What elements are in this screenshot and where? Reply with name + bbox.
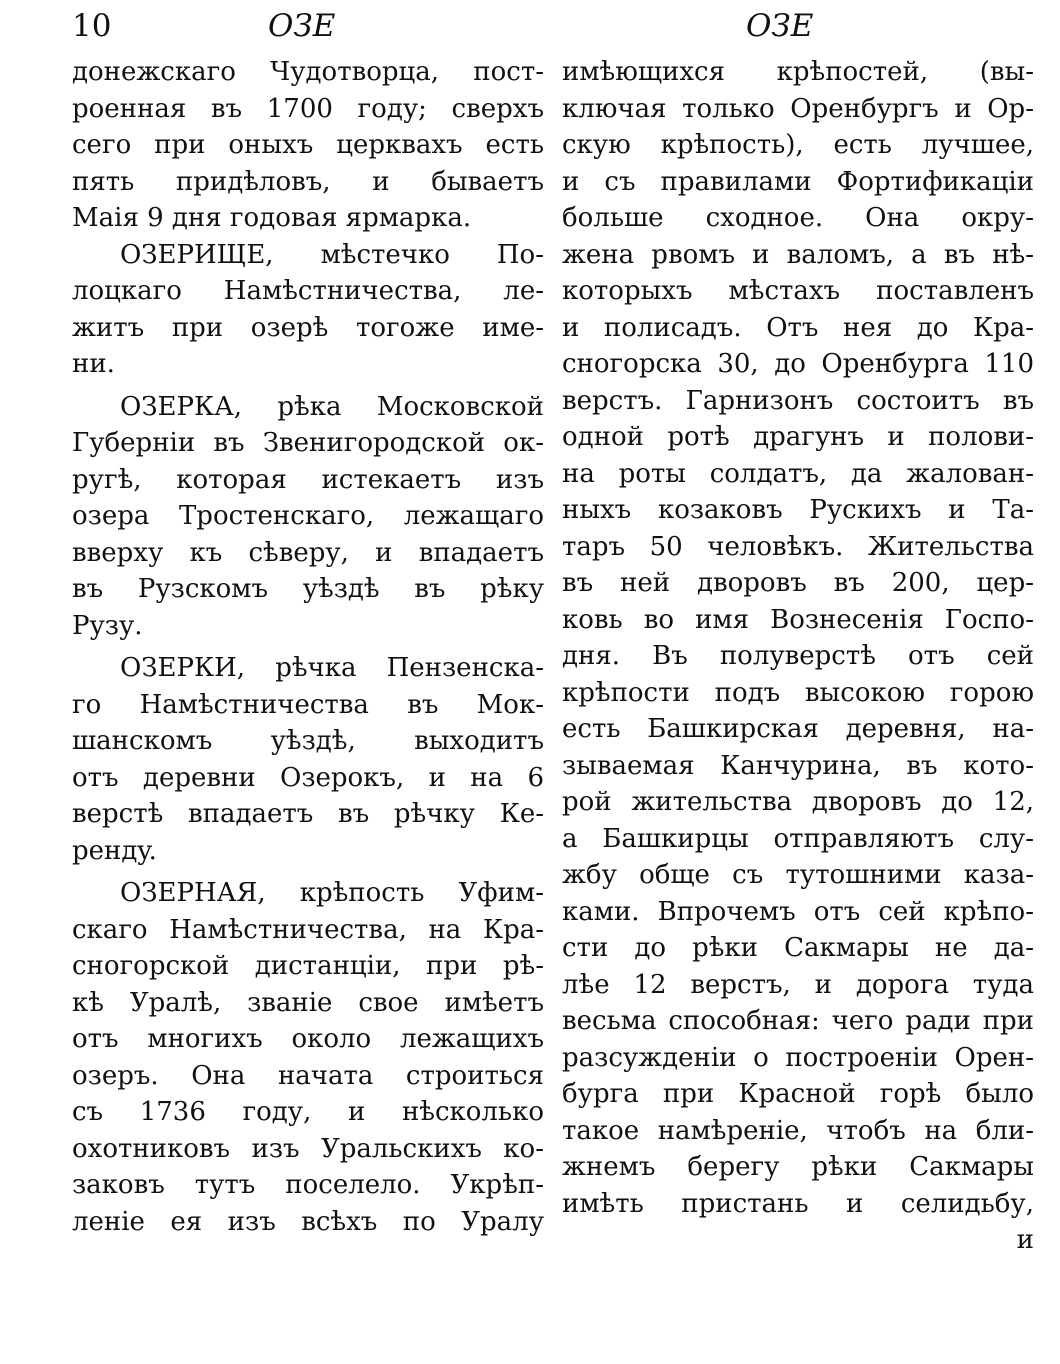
text-line: озеръ. Она начата строиться [72,1060,544,1091]
page-header [0,6,1060,50]
text-line: верстъ. Гарнизонъ состоитъ въ [562,385,1034,416]
page-number: 10 [72,8,112,44]
running-head-right: ОЗЕ [746,8,814,44]
entry-heading-line: ОЗЕРНАЯ, крѣпость Уфим- [120,878,544,908]
entry-heading-line: ОЗЕРИЩЕ, мѣстечко По- [120,239,544,270]
text-line: жбу обще съ тутошними каза- [562,860,1034,890]
text-line: житъ при озерѣ тогожe име- [72,312,544,343]
text-line: леніе ея изъ всѣхъ по Уралу [72,1206,544,1237]
text-line: рендy. [72,835,157,866]
text-line: жнемъ берегу рѣки Сакмары [562,1152,1034,1182]
text-line: въ Рузскомъ уѣздѣ въ рѣку [72,574,544,604]
text-line: дня. Въ полуверстѣ отъ сей [562,641,1034,671]
text-line: лоцкаго Намѣстничества, ле- [72,276,544,306]
text-line: въ ней дворовъ въ 200, цер- [562,568,1034,598]
text-line: скую крѣпость), есть лучшее, [562,130,1034,160]
text-line: такое намѣреніе, чтобъ на бли- [562,1115,1034,1146]
text-line: крѣпости подъ высокою горою [562,677,1034,708]
text-line: на роты солдатъ, да жалован- [562,458,1034,489]
text-line: донежскаго Чудотворца, пост- [72,57,544,87]
text-line: есть Башкирская деревня, на- [562,714,1034,744]
text-line: сногорской дистанціи, при рѣ- [72,951,544,981]
text-line: вверху къ сѣверу, и впадаетъ [72,537,544,568]
text-line: Маія 9 дня годовая ярмарка. [72,203,472,233]
text-line: отъ многихъ около лежащихъ [72,1024,544,1054]
text-line: таръ 50 человѣкъ. Жительства [562,531,1034,562]
text-line: роенная въ 1700 году; сверхъ [72,93,544,124]
text-line: отъ деревни Озерокъ, и на 6 [72,762,544,793]
text-line: ками. Впрочемъ отъ сей крѣпо- [562,896,1034,927]
running-head-left: ОЗЕ [268,8,336,44]
text-line: жена рвомъ и валомъ, а въ нѣ- [562,239,1034,270]
text-line: сти до рѣки Сакмары не да- [562,933,1034,963]
text-line: больше сходное. Она окру- [562,203,1034,233]
text-line: ключая только Оренбургъ и Ор- [562,93,1034,124]
text-line: рой жительства дворовъ до 12, [562,787,1034,817]
text-line: Губерніи въ Звенигородской ок- [72,428,544,458]
text-line: разсужденіи о построеніи Орен- [562,1042,1034,1073]
text-line: озера Тростенскаго, лежащаго [72,501,544,531]
text-line: кѣ Уралѣ, званіе свое имѣетъ [72,987,544,1018]
entry-heading-line: ОЗЕРКИ, рѣчка Пензенска- [120,653,544,683]
text-line: го Намѣстничества въ Мок- [72,689,544,720]
text-line: шанскомъ уѣздѣ, выходитъ [72,726,544,756]
left-column [72,54,544,1240]
text-line: пять придѣловъ, и бываетъ [72,166,544,197]
text-line: ныхъ козаковъ Рускихъ и Та- [562,495,1034,525]
text-line: зываемая Канчурина, въ кото- [562,750,1034,781]
text-line: одной ротѣ драгунъ и полови- [562,422,1034,452]
text-line: сего при оныхъ церквахъ есть [72,130,544,160]
text-line: и полисадъ. Отъ нея до Кра- [562,312,1034,343]
text-line: а Башкирцы отправляютъ слу- [562,823,1034,854]
catchword: и [1016,1225,1034,1255]
text-line: ни. [72,349,115,379]
text-line: верстѣ впадаетъ въ рѣчку Ке- [72,799,544,829]
text-line: Рузу. [72,610,143,641]
text-line: ругѣ, которая истекаетъ изъ [72,464,544,495]
text-line: ковь во имя Вознесенія Госпо- [562,604,1034,635]
text-line: имѣющихся крѣпостей, (вы- [562,57,1034,87]
text-line: имѣть пристань и селидьбу, [562,1188,1034,1219]
text-line: сногорска 30, до Оренбурга 110 [562,349,1034,379]
text-line: весьма способная: чего ради при [562,1006,1034,1036]
text-line: съ 1736 году, и нѣсколько [72,1097,544,1127]
text-line: лѣе 12 верстъ, и дорога туда [562,969,1034,1000]
right-column [562,54,1034,1259]
text-line: заковъ тутъ поселело. Укрѣп- [72,1170,544,1200]
text-line: скаго Намѣстничества, на Кра- [72,914,544,945]
text-line: которыхъ мѣстахъ поставленъ [562,276,1034,306]
text-line: и съ правилами Фортификаціи [562,166,1034,197]
entry-heading-line: ОЗЕРКА, рѣка Московской [120,391,544,422]
text-line: бурга при Красной горѣ было [562,1079,1034,1109]
text-line: охотниковъ изъ Уральскихъ ко- [72,1133,544,1164]
